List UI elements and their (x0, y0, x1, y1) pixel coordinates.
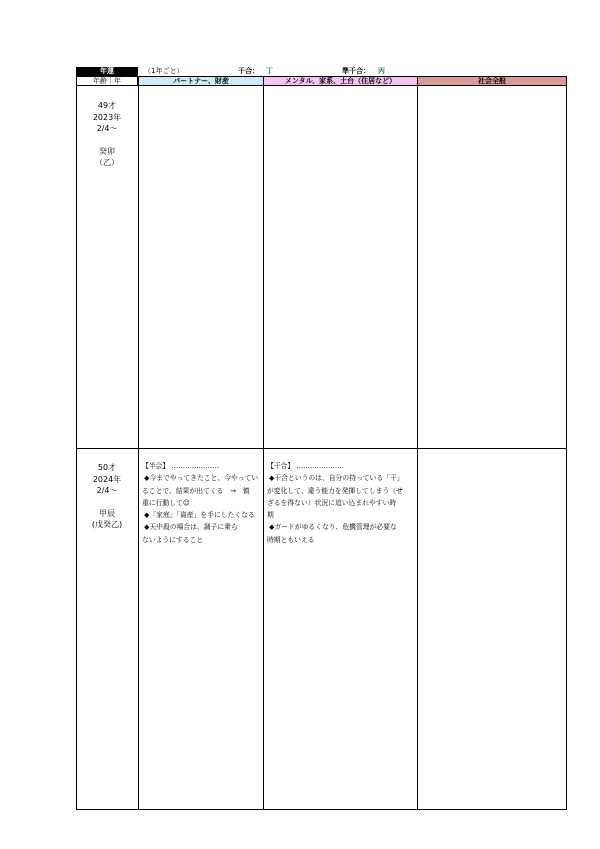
age-text: 49才 (97, 101, 117, 110)
cell-line: ◆天中殺の場合は、調子に乗ら (142, 523, 238, 532)
zokan-text: (戊癸乙) (91, 520, 123, 529)
zokan-text: （乙） (95, 158, 119, 167)
row-label-2024 (76, 462, 138, 531)
jun-kango-value: 丙 (378, 67, 385, 75)
jun-kango-label: 準干合： (342, 67, 370, 75)
date-text: 2/4〜 (96, 124, 118, 133)
cell-line: 【半会】 ………………… (142, 462, 219, 470)
kango-value: 丁 (266, 67, 273, 75)
cell-line: ◆今までやってきたこと、今やってい (142, 474, 259, 483)
cell-line: ないようにすること (142, 535, 204, 544)
cell-line: ◆「家庭」「資産」を手にしたくなる (142, 511, 255, 520)
column-header-age: 年齢｜年 (76, 76, 138, 86)
column-header-mental: メンタル、家系、土台（住居など） (263, 76, 418, 86)
partner-cell-2024 (142, 460, 262, 546)
kanshi-text: 甲辰 (99, 508, 115, 518)
cell-line: ◆ガードがゆるくなり、危機管理が必要な (267, 523, 397, 532)
cell-line: 期 (267, 511, 274, 520)
page-title: 年運 (76, 67, 138, 76)
mental-cell-2024 (267, 460, 415, 546)
date-text: 2/4〜 (96, 486, 118, 495)
row-label-2023 (76, 100, 138, 169)
cell-line: ることで、結果が出てくる → 慎 (142, 486, 250, 495)
cell-line: 時期ともいえる (267, 535, 315, 544)
kanshi-text: 癸卯 (99, 146, 115, 156)
kango-label: 干合： (238, 67, 259, 75)
row-divider (76, 448, 567, 449)
subtitle: （1年ごと） (144, 67, 184, 75)
cell-line: 【干合】 ………………… (267, 462, 344, 470)
column-header-social: 社会全般 (417, 76, 567, 86)
cell-line: ◆干合というのは、自分の持っている「干」 (267, 474, 404, 483)
age-text: 50才 (97, 463, 117, 472)
year-text: 2023年 (92, 112, 122, 122)
cell-line: 重に行動して☺ (142, 498, 190, 507)
column-header-partner: パートナー、財産 (138, 76, 264, 86)
cell-line: ざるを得ない）状況に追い込まれやすい時 (267, 498, 397, 507)
year-text: 2024年 (92, 474, 122, 484)
cell-line: が変化して、違う能力を発揮してしまう（せ (267, 486, 403, 495)
